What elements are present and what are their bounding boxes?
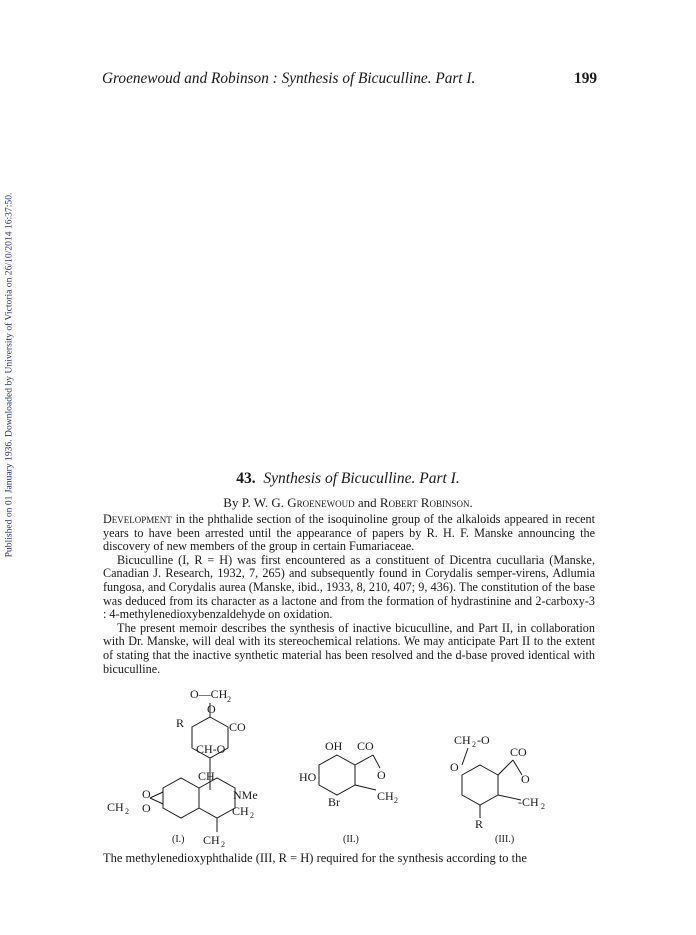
s1-sub-2-left: 2 — [125, 807, 129, 816]
page-number: 199 — [574, 70, 597, 87]
s1-nme: NMe — [233, 788, 258, 802]
s3-o-left: O — [450, 760, 459, 774]
article-body — [103, 513, 595, 676]
s1-sub-2-bottom: 2 — [221, 840, 225, 849]
running-header — [102, 70, 597, 88]
structure-iii-ring — [462, 765, 498, 805]
structure-iii-label: (III.) — [495, 834, 515, 845]
paragraph-1-text: in the phthalide section of the isoquinoline group of the alkaloids appeared in recent years to have been arrested until the appearance of papers by R. H. F. Manske announcing the discovery of new members of the group in certain Fumariaceae. — [103, 512, 595, 554]
structure-ii-ring — [319, 755, 355, 795]
s1-sub-2: 2 — [227, 695, 231, 704]
s1-ch2-bottom: CH — [203, 833, 220, 847]
s1-o: O — [207, 702, 216, 716]
structure-i-label: (I.) — [172, 834, 185, 845]
byline-and: and — [357, 495, 377, 510]
paragraph-1 — [103, 513, 595, 554]
structure-i-left-ring — [163, 778, 199, 818]
s1-ch2-left: CH — [107, 800, 124, 814]
paragraph-lead: Development — [103, 512, 172, 526]
paragraph-3: The present memoir describes the synthesis of inactive bicuculline, and Part II, in collaboration with Dr. Manske, will deal with its stereochemical relations. We may anticipate Part II to the extent of stating that the inactive synthetic material has been resolved and the d-base proved identical with bicuculline. — [103, 620, 595, 676]
structure-ii-label: (II.) — [343, 834, 359, 845]
s3-sub-2-top: 2 — [472, 740, 476, 749]
s1-ch2-right: CH — [232, 804, 249, 818]
s2-ho: HO — [299, 770, 317, 784]
running-title: Groenewoud and Robinson : Synthesis of Bicuculline. Part I. — [102, 70, 476, 87]
s2-ch2: CH — [377, 789, 394, 803]
s1-co: CO — [229, 720, 246, 734]
author-groenewoud: Groenewoud — [287, 495, 355, 510]
structure-i-upper-ring — [192, 717, 228, 758]
s1-sub-2-right: 2 — [250, 811, 254, 820]
s1-ch-o: CH-O — [196, 742, 226, 756]
s1-o-upper: O — [142, 787, 151, 801]
s2-o: O — [377, 768, 386, 782]
footer-text: The methylenedioxyphthalide (III, R = H) required for the synthesis according to the — [103, 851, 527, 865]
article-title-text: Synthesis of Bicuculline. Part I. — [263, 470, 460, 487]
side-note-text: Published on 01 January 1936. Downloaded by University of Victoria on 26/10/2014 16:37:50. — [3, 192, 15, 558]
s2-sub-2: 2 — [394, 796, 398, 805]
paragraph-2: Bicuculline (I, R = H) was first encountered as a constituent of Dicentra cucullaria (Manske, Canadian J. Research, 1932, 7, 265) and subsequently found in Corydalis semper-virens, Adlumia fungosa, and Corydalis aurea (Manske, ibid., 1933, 8, 210, 407; 9, 436). The constitution of the base was deduced from its character as a lactone and from the formation of hydrastinine and 2-carboxy-3 : 4-methylenedioxybenzaldehyde on oxidation. — [103, 552, 595, 622]
s2-br: Br — [328, 795, 340, 809]
article-title — [0, 470, 696, 488]
s3-ch2: CH — [454, 733, 471, 747]
s1-o-ch2: O—CH — [190, 687, 228, 701]
s3-co: CO — [510, 745, 527, 759]
s3-ch2-right: -CH — [518, 795, 539, 809]
structure-i-right-ring — [199, 778, 235, 818]
s2-oh: OH — [325, 739, 343, 753]
s1-o-lower: O — [142, 801, 151, 815]
byline-prefix: By P. W. G. — [223, 495, 284, 510]
article-number: 43. — [236, 470, 256, 487]
s1-ch: CH — [198, 769, 215, 783]
s2-co: CO — [357, 739, 374, 753]
s3-r: R — [475, 817, 484, 831]
byline — [0, 495, 696, 511]
publication-side-note — [2, 170, 16, 580]
s1-r: R — [176, 716, 185, 730]
s3-o-top: -O — [477, 733, 490, 747]
s3-sub-2-right: 2 — [541, 802, 545, 811]
author-robinson: Robert Robinson. — [379, 495, 473, 510]
s3-o: O — [521, 772, 530, 786]
